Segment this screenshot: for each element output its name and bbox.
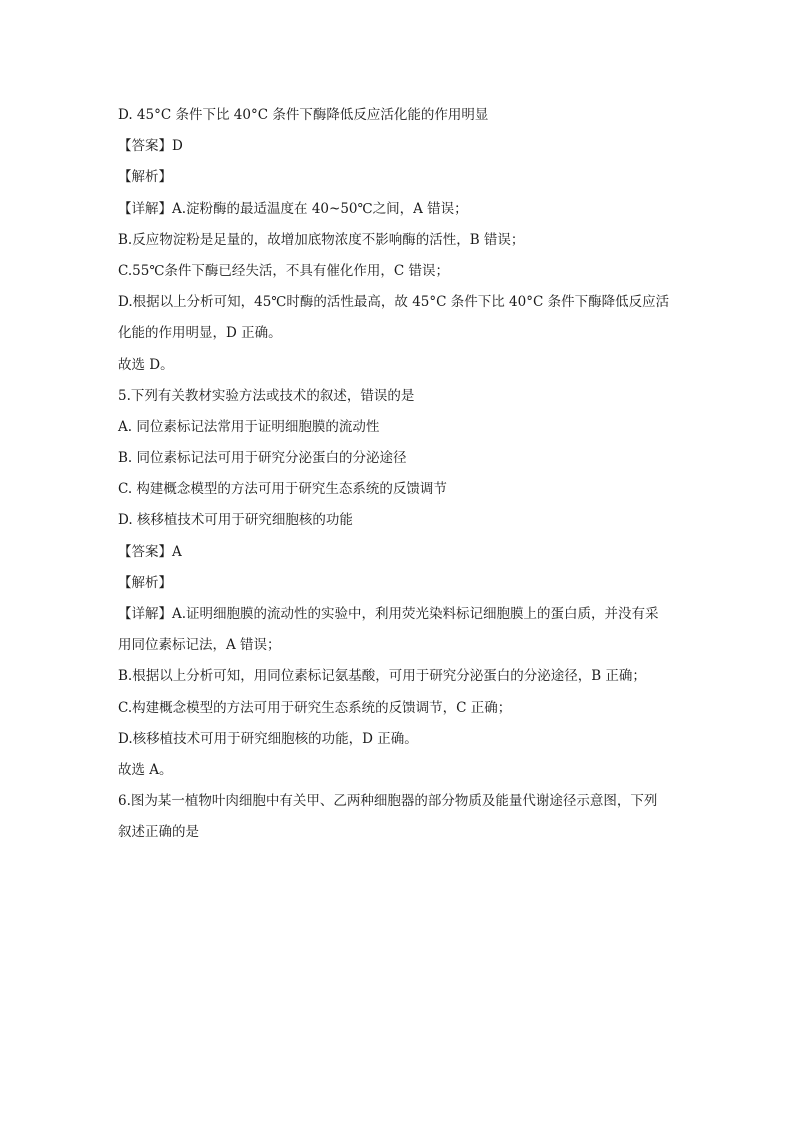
question-6-stem-cont: 叙述正确的是 — [118, 824, 199, 841]
conclusion-q5: 故选 A。 — [118, 761, 173, 778]
question-5-stem: 5.下列有关教材实验方法或技术的叙述，错误的是 — [118, 387, 415, 404]
answer-label-q5: 【答案】A — [118, 543, 182, 560]
explanation-line: D.根据以上分析可知，45℃时酶的活性最高，故 45°C 条件下比 40°C 条件下酶降低反应活 — [118, 294, 670, 311]
analysis-label-q5: 【解析】 — [118, 574, 172, 591]
question-6-stem: 6.图为某一植物叶肉细胞中有关甲、乙两种细胞器的部分物质及能量代谢途径示意图，下列 — [118, 793, 658, 810]
conclusion-q4: 故选 D。 — [118, 356, 174, 373]
explanation-line: D.核移植技术可用于研究细胞核的功能，D 正确。 — [118, 730, 418, 747]
explanation-line: 化能的作用明显，D 正确。 — [118, 325, 282, 342]
explanation-line: C.构建概念模型的方法可用于研究生态系统的反馈调节，C 正确； — [118, 699, 512, 716]
option-c-q5: C. 构建概念模型的方法可用于研究生态系统的反馈调节 — [118, 481, 447, 498]
option-d-q4: D. 45°C 条件下比 40°C 条件下酶降低反应活化能的作用明显 — [118, 107, 489, 123]
explanation-line: 用同位素标记法，A 错误； — [118, 637, 281, 654]
explanation-line: B.根据以上分析可知，用同位素标记氨基酸，可用于研究分泌蛋白的分泌途径，B 正确； — [118, 668, 646, 685]
document-page — [118, 100, 688, 849]
option-b-q5: B. 同位素标记法可用于研究分泌蛋白的分泌途径 — [118, 450, 407, 467]
answer-label-q4: 【答案】D — [118, 138, 183, 155]
explanation-line: 【详解】A.淀粉酶的最适温度在 40~50℃之间，A 错误； — [118, 200, 468, 217]
explanation-line: B.反应物淀粉是足量的，故增加底物浓度不影响酶的活性，B 错误； — [118, 231, 525, 248]
option-d-q5: D. 核移植技术可用于研究细胞核的功能 — [118, 512, 353, 529]
explanation-line: 【详解】A.证明细胞膜的流动性的实验中，利用荧光染料标记细胞膜上的蛋白质，并没有采 — [118, 606, 659, 622]
explanation-line: C.55℃条件下酶已经失活，不具有催化作用，C 错误； — [118, 262, 450, 279]
analysis-label-q4: 【解析】 — [118, 169, 172, 186]
option-a-q5: A. 同位素标记法常用于证明细胞膜的流动性 — [118, 418, 380, 435]
